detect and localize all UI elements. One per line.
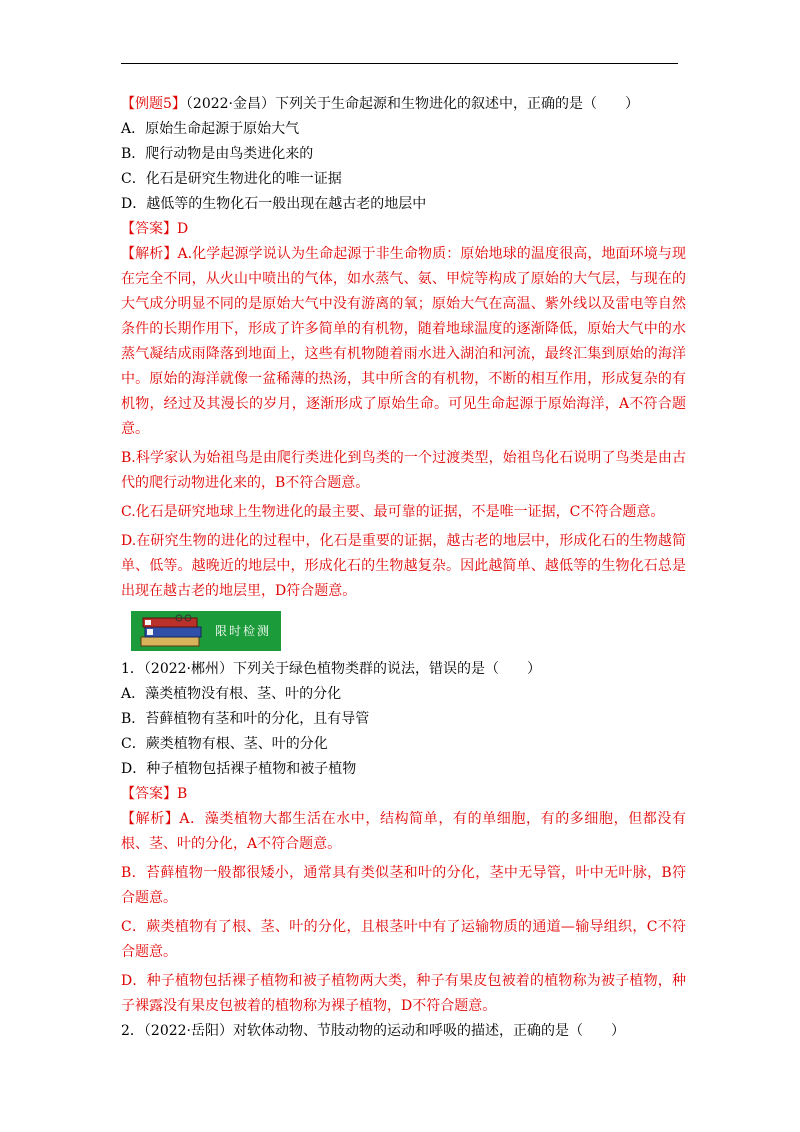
example5-analysis-b: B.科学家认为始祖鸟是由爬行类进化到鸟类的一个过渡类型，始祖鸟化石说明了鸟类是由古代的爬行动物进化来的，B不符合题意。 [121, 450, 686, 491]
q1-analysis-d: D．种子植物包括裸子植物和被子植物两大类，种子有果皮包被着的植物称为被子植物，种子裸露没有果皮包被着的植物称为裸子植物，D不符合题意。 [121, 973, 686, 1014]
example5-option-d: D．越低等的生物化石一般出现在越古老的地层中 [121, 196, 427, 212]
example5-analysis-a: 【解析】A.化学起源学说认为生命起源于非生命物质：原始地球的温度很高，地面环境与现在完全不同，从火山中喷出的气体，如水蒸气、氨、甲烷等构成了原始的大气层，与现在的大气成分明显不同的是原始大气中没有游离的氧；原始大气在高温、紫外线以及雷电等自然条件的长期作用下，形成了许多简单的有机物，随着地球温度的逐渐降低，原始大气中的水蒸气凝结成雨降落到地面上，这些有机物随着雨水进入湖泊和河流，最终汇集到原始的海洋中。原始的海洋就像一盆稀薄的热汤，其中所含的有机物，不断的相互作用，形成复杂的有机物，经过及其漫长的岁月，逐渐形成了原始生命。可见生命起源于原始海洋，A不符合题意。 [121, 246, 687, 437]
example5-answer: 【答案】D [121, 221, 189, 237]
q1-option-b: B．苔藓植物有茎和叶的分化，且有导管 [121, 711, 370, 727]
q1-analysis-a: 【解析】A．藻类植物大都生活在水中，结构简单，有的单细胞，有的多细胞，但都没有根、茎、叶的分化，A不符合题意。 [121, 811, 687, 852]
example5-analysis-c: C.化石是研究地球上生物进化的最主要、最可靠的证据，不是唯一证据，C不符合题意。 [121, 504, 665, 520]
example5-stem: 【例题5】（2022·金昌）下列关于生命起源和生物进化的叙述中，正确的是（ ） [121, 96, 639, 112]
example5-option-a: A．原始生命起源于原始大气 [121, 121, 300, 137]
example-tag: 【例题5】 [121, 96, 186, 112]
q2-stem: 2．（2022·岳阳）对软体动物、节肢动物的运动和呼吸的描述，正确的是（ ） [121, 1023, 625, 1039]
q1-answer: 【答案】B [121, 786, 188, 802]
section-title: 限时检测 [215, 624, 272, 638]
example5-option-c: C．化石是研究生物进化的唯一证据 [121, 171, 342, 187]
header-rule [121, 63, 678, 64]
q1-option-c: C．蕨类植物有根、茎、叶的分化 [121, 736, 328, 752]
q1-analysis-b: B．苔藓植物一般都很矮小，通常具有类似茎和叶的分化，茎中无导管，叶中无叶脉，B符合题意。 [121, 865, 686, 906]
q1-option-a: A．藻类植物没有根、茎、叶的分化 [121, 686, 342, 702]
section-banner [131, 611, 281, 651]
page-content [121, 92, 686, 1044]
example5-analysis-d: D.在研究生物的进化的过程中，化石是重要的证据，越古老的地层中，形成化石的生物越简单、低等。越晚近的地层中，形成化石的生物越复杂。因此越简单、越低等的生物化石总是出现在越古老的地层里，D符合题意。 [121, 533, 686, 599]
q1-stem: 1．（2022·郴州）下列关于绿色植物类群的说法，错误的是（ ） [121, 661, 541, 677]
example5-option-b: B．爬行动物是由鸟类进化来的 [121, 146, 314, 162]
books-icon [139, 613, 211, 649]
q1-option-d: D．种子植物包括裸子植物和被子植物 [121, 761, 357, 777]
q1-analysis-c: C．蕨类植物有了根、茎、叶的分化，且根茎叶中有了运输物质的通道—输导组织，C不符合题意。 [121, 919, 686, 960]
